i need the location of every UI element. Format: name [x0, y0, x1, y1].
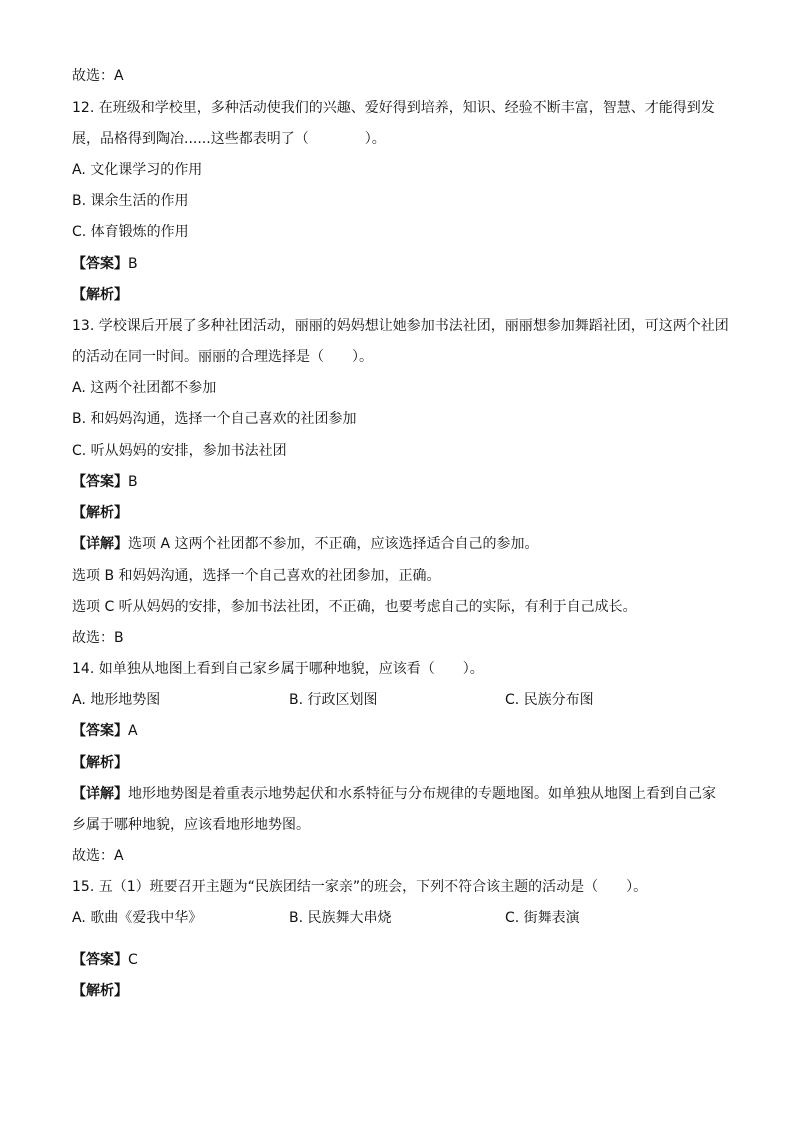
q14-option-a: A. 地形地势图 — [72, 692, 161, 708]
q14-detail-text-1: 地形地势图是着重表示地势起伏和水系特征与分布规律的专题地图。如单独从地图上看到自己家 — [128, 786, 716, 802]
q15-option-b: B. 民族舞大串烧 — [289, 910, 392, 926]
q14-detail-line-2: 乡属于哪种地貌，应该看地形地势图。 — [72, 817, 310, 833]
q14-option-b: B. 行政区划图 — [289, 692, 378, 708]
q12-answer-tag: 【答案】 — [72, 256, 128, 272]
q15-option-a: A. 歌曲《爱我中华》 — [72, 910, 203, 926]
q12-answer — [72, 254, 138, 274]
q14-answer-value: A — [128, 723, 138, 739]
q15-answer-value: C — [128, 952, 138, 968]
q12-stem-line-2: 展，品格得到陶冶......这些都表明了（ ）。 — [72, 131, 386, 147]
q14-detail-line-1 — [72, 784, 716, 804]
q12-analysis-tag: 【解析】 — [72, 287, 128, 303]
q13-analysis-tag: 【解析】 — [72, 505, 128, 521]
q13-option-a: A. 这两个社团都不参加 — [72, 380, 217, 396]
q12-option-c: C. 体育锻炼的作用 — [72, 224, 189, 240]
q15-analysis-tag: 【解析】 — [72, 983, 128, 999]
q15-answer-tag: 【答案】 — [72, 952, 128, 968]
q12-option-a: A. 文化课学习的作用 — [72, 162, 203, 178]
q14-answer — [72, 721, 138, 741]
q12-stem-line-1: 12. 在班级和学校里，多种活动使我们的兴趣、爱好得到培养，知识、经验不断丰富，智慧、才能得到发 — [72, 100, 715, 116]
q13-detail-line-3: 选项 C 听从妈妈的安排，参加书法社团，不正确，也要考虑自己的实际，有利于自己成长。 — [72, 599, 637, 615]
q13-option-c: C. 听从妈妈的安排，参加书法社团 — [72, 443, 287, 459]
q14-analysis-tag: 【解析】 — [72, 755, 128, 771]
q13-stem-line-2: 的活动在同一时间。丽丽的合理选择是（ ）。 — [72, 349, 373, 365]
q13-answer — [72, 472, 138, 492]
q13-option-b: B. 和妈妈沟通，选择一个自己喜欢的社团参加 — [72, 411, 357, 427]
q13-detail-line-1 — [72, 534, 538, 554]
q14-result: 故选：A — [72, 848, 124, 864]
q12-option-b: B. 课余生活的作用 — [72, 193, 189, 209]
q13-detail-line-2: 选项 B 和妈妈沟通，选择一个自己喜欢的社团参加，正确。 — [72, 568, 441, 584]
q13-answer-tag: 【答案】 — [72, 474, 128, 490]
q14-detail-tag: 【详解】 — [72, 786, 128, 802]
q13-detail-tag: 【详解】 — [72, 536, 128, 552]
q13-result: 故选：B — [72, 630, 124, 646]
q14-stem: 14. 如单独从地图上看到自己家乡属于哪种地貌，应该看（ ）。 — [72, 661, 484, 677]
q13-stem-line-1: 13. 学校课后开展了多种社团活动，丽丽的妈妈想让她参加书法社团，丽丽想参加舞蹈社团，可这两个社团 — [72, 318, 729, 334]
q14-option-c: C. 民族分布图 — [505, 692, 594, 708]
q13-answer-value: B — [128, 474, 138, 490]
q15-answer — [72, 950, 138, 970]
q12-answer-value: B — [128, 256, 138, 272]
q13-detail-text-1: 选项 A 这两个社团都不参加，不正确，应该选择适合自己的参加。 — [128, 536, 539, 552]
q15-stem: 15. 五（1）班要召开主题为“民族团结一家亲”的班会，下列不符合该主题的活动是（ ）。 — [72, 879, 648, 895]
q15-option-c: C. 街舞表演 — [505, 910, 580, 926]
q14-answer-tag: 【答案】 — [72, 723, 128, 739]
q11-result: 故选：A — [72, 68, 124, 84]
